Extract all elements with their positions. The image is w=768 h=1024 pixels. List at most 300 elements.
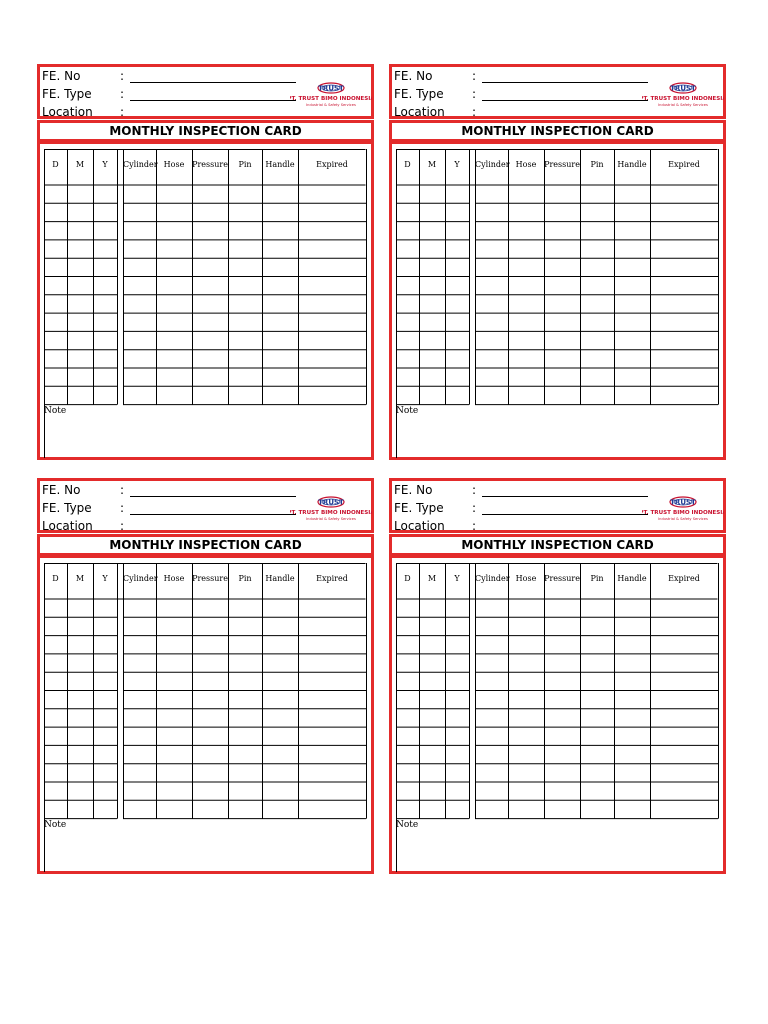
grid-cell[interactable] [193, 655, 228, 672]
fe-no-underline[interactable] [482, 82, 648, 83]
grid-cell[interactable] [446, 765, 469, 782]
grid-cell[interactable] [229, 673, 262, 690]
grid-cell[interactable] [263, 278, 298, 295]
grid-cell[interactable] [476, 637, 508, 654]
grid-cell[interactable] [263, 387, 298, 404]
grid-cell[interactable] [68, 801, 93, 818]
grid-cell[interactable] [615, 765, 650, 782]
grid-cell[interactable] [193, 746, 228, 763]
fe-no-underline[interactable] [130, 82, 296, 83]
grid-cell[interactable] [420, 765, 445, 782]
grid-cell[interactable] [157, 259, 192, 276]
grid-cell[interactable] [45, 186, 67, 203]
grid-cell[interactable] [446, 728, 469, 745]
grid-cell[interactable] [615, 259, 650, 276]
grid-cell[interactable] [509, 673, 544, 690]
grid-cell[interactable] [397, 241, 419, 258]
grid-cell[interactable] [446, 278, 469, 295]
grid-cell[interactable] [94, 241, 117, 258]
grid-cell[interactable] [45, 369, 67, 386]
grid-cell[interactable] [157, 673, 192, 690]
grid-cell[interactable] [299, 600, 366, 617]
grid-cell[interactable] [263, 673, 298, 690]
grid-cell[interactable] [157, 369, 192, 386]
grid-cell[interactable] [263, 637, 298, 654]
grid-cell[interactable] [420, 241, 445, 258]
grid-cell[interactable] [397, 223, 419, 240]
grid-cell[interactable] [94, 692, 117, 709]
fe-no-field[interactable] [42, 483, 126, 497]
grid-cell[interactable] [397, 637, 419, 654]
grid-cell[interactable] [124, 351, 156, 368]
grid-cell[interactable] [124, 259, 156, 276]
grid-cell[interactable] [397, 673, 419, 690]
grid-cell[interactable] [299, 387, 366, 404]
grid-cell[interactable] [263, 186, 298, 203]
grid-cell[interactable] [397, 259, 419, 276]
grid-cell[interactable] [651, 600, 718, 617]
grid-cell[interactable] [45, 655, 67, 672]
grid-cell[interactable] [193, 278, 228, 295]
grid-cell[interactable] [651, 655, 718, 672]
grid-cell[interactable] [45, 801, 67, 818]
grid-cell[interactable] [651, 765, 718, 782]
grid-cell[interactable] [615, 746, 650, 763]
grid-cell[interactable] [476, 186, 508, 203]
grid-cell[interactable] [476, 241, 508, 258]
grid-cell[interactable] [615, 637, 650, 654]
grid-cell[interactable] [476, 332, 508, 349]
grid-cell[interactable] [397, 765, 419, 782]
grid-cell[interactable] [157, 692, 192, 709]
grid-cell[interactable] [45, 314, 67, 331]
grid-cell[interactable] [94, 351, 117, 368]
grid-cell[interactable] [615, 332, 650, 349]
grid-cell[interactable] [476, 296, 508, 313]
grid-cell[interactable] [651, 223, 718, 240]
grid-cell[interactable] [581, 710, 614, 727]
grid-cell[interactable] [545, 673, 580, 690]
grid-cell[interactable] [545, 746, 580, 763]
grid-cell[interactable] [476, 278, 508, 295]
grid-cell[interactable] [397, 332, 419, 349]
grid-cell[interactable] [157, 728, 192, 745]
grid-cell[interactable] [299, 618, 366, 635]
grid-cell[interactable] [509, 637, 544, 654]
grid-cell[interactable] [615, 600, 650, 617]
grid-cell[interactable] [45, 223, 67, 240]
grid-cell[interactable] [94, 801, 117, 818]
grid-cell[interactable] [420, 783, 445, 800]
location-field[interactable] [394, 519, 478, 533]
grid-cell[interactable] [299, 673, 366, 690]
grid-cell[interactable] [94, 618, 117, 635]
grid-cell[interactable] [397, 692, 419, 709]
grid-cell[interactable] [581, 600, 614, 617]
grid-cell[interactable] [45, 746, 67, 763]
grid-cell[interactable] [68, 186, 93, 203]
grid-cell[interactable] [68, 332, 93, 349]
grid-cell[interactable] [581, 241, 614, 258]
grid-cell[interactable] [193, 314, 228, 331]
grid-cell[interactable] [229, 204, 262, 221]
grid-cell[interactable] [45, 710, 67, 727]
grid-cell[interactable] [299, 332, 366, 349]
grid-cell[interactable] [545, 204, 580, 221]
grid-cell[interactable] [157, 223, 192, 240]
grid-cell[interactable] [476, 765, 508, 782]
grid-cell[interactable] [545, 801, 580, 818]
grid-cell[interactable] [446, 655, 469, 672]
grid-cell[interactable] [229, 332, 262, 349]
grid-cell[interactable] [193, 332, 228, 349]
grid-cell[interactable] [157, 618, 192, 635]
grid-cell[interactable] [157, 278, 192, 295]
grid-cell[interactable] [299, 223, 366, 240]
grid-cell[interactable] [509, 728, 544, 745]
grid-cell[interactable] [94, 387, 117, 404]
grid-cell[interactable] [94, 710, 117, 727]
grid-cell[interactable] [509, 369, 544, 386]
grid-cell[interactable] [446, 223, 469, 240]
grid-cell[interactable] [476, 204, 508, 221]
grid-cell[interactable] [193, 765, 228, 782]
grid-cell[interactable] [299, 259, 366, 276]
grid-cell[interactable] [157, 637, 192, 654]
grid-cell[interactable] [545, 783, 580, 800]
grid-cell[interactable] [229, 278, 262, 295]
fe-no-field[interactable] [42, 69, 126, 83]
grid-cell[interactable] [229, 351, 262, 368]
grid-cell[interactable] [124, 204, 156, 221]
grid-cell[interactable] [263, 369, 298, 386]
grid-cell[interactable] [157, 186, 192, 203]
grid-cell[interactable] [420, 204, 445, 221]
grid-cell[interactable] [581, 314, 614, 331]
grid-cell[interactable] [420, 314, 445, 331]
grid-cell[interactable] [45, 618, 67, 635]
grid-cell[interactable] [581, 728, 614, 745]
grid-cell[interactable] [420, 692, 445, 709]
grid-cell[interactable] [124, 314, 156, 331]
grid-cell[interactable] [446, 369, 469, 386]
grid-cell[interactable] [124, 600, 156, 617]
grid-cell[interactable] [476, 600, 508, 617]
grid-cell[interactable] [397, 618, 419, 635]
grid-cell[interactable] [509, 259, 544, 276]
grid-cell[interactable] [420, 278, 445, 295]
grid-cell[interactable] [94, 600, 117, 617]
grid-cell[interactable] [68, 351, 93, 368]
grid-cell[interactable] [651, 259, 718, 276]
grid-cell[interactable] [397, 728, 419, 745]
grid-cell[interactable] [263, 765, 298, 782]
grid-cell[interactable] [509, 186, 544, 203]
grid-cell[interactable] [476, 618, 508, 635]
grid-cell[interactable] [157, 314, 192, 331]
grid-cell[interactable] [45, 783, 67, 800]
grid-cell[interactable] [397, 655, 419, 672]
grid-cell[interactable] [476, 351, 508, 368]
grid-cell[interactable] [229, 296, 262, 313]
grid-cell[interactable] [157, 332, 192, 349]
grid-cell[interactable] [420, 223, 445, 240]
grid-cell[interactable] [545, 387, 580, 404]
grid-cell[interactable] [581, 278, 614, 295]
grid-cell[interactable] [68, 692, 93, 709]
grid-cell[interactable] [124, 783, 156, 800]
grid-cell[interactable] [124, 186, 156, 203]
grid-cell[interactable] [229, 241, 262, 258]
grid-cell[interactable] [45, 673, 67, 690]
grid-cell[interactable] [581, 783, 614, 800]
grid-cell[interactable] [124, 241, 156, 258]
grid-cell[interactable] [397, 783, 419, 800]
grid-cell[interactable] [581, 692, 614, 709]
grid-cell[interactable] [615, 296, 650, 313]
grid-cell[interactable] [651, 618, 718, 635]
grid-cell[interactable] [94, 637, 117, 654]
grid-cell[interactable] [68, 765, 93, 782]
grid-cell[interactable] [509, 296, 544, 313]
grid-cell[interactable] [193, 710, 228, 727]
grid-cell[interactable] [45, 332, 67, 349]
grid-cell[interactable] [68, 387, 93, 404]
grid-cell[interactable] [581, 673, 614, 690]
grid-cell[interactable] [397, 186, 419, 203]
grid-cell[interactable] [124, 765, 156, 782]
grid-cell[interactable] [45, 637, 67, 654]
grid-cell[interactable] [263, 746, 298, 763]
grid-cell[interactable] [615, 655, 650, 672]
grid-cell[interactable] [397, 278, 419, 295]
grid-cell[interactable] [263, 728, 298, 745]
grid-cell[interactable] [581, 332, 614, 349]
grid-cell[interactable] [124, 223, 156, 240]
grid-cell[interactable] [193, 351, 228, 368]
grid-cell[interactable] [263, 710, 298, 727]
grid-cell[interactable] [157, 387, 192, 404]
grid-cell[interactable] [193, 223, 228, 240]
grid-cell[interactable] [651, 783, 718, 800]
grid-cell[interactable] [263, 332, 298, 349]
grid-cell[interactable] [651, 369, 718, 386]
grid-cell[interactable] [420, 600, 445, 617]
grid-cell[interactable] [193, 186, 228, 203]
grid-cell[interactable] [94, 673, 117, 690]
grid-cell[interactable] [68, 783, 93, 800]
grid-cell[interactable] [397, 801, 419, 818]
grid-cell[interactable] [45, 241, 67, 258]
grid-cell[interactable] [476, 692, 508, 709]
grid-cell[interactable] [420, 746, 445, 763]
grid-cell[interactable] [299, 765, 366, 782]
grid-cell[interactable] [509, 765, 544, 782]
grid-cell[interactable] [545, 278, 580, 295]
fe-type-field[interactable] [394, 501, 478, 515]
grid-cell[interactable] [476, 673, 508, 690]
grid-cell[interactable] [263, 241, 298, 258]
grid-cell[interactable] [581, 296, 614, 313]
grid-cell[interactable] [229, 259, 262, 276]
grid-cell[interactable] [263, 655, 298, 672]
grid-cell[interactable] [263, 618, 298, 635]
grid-cell[interactable] [94, 259, 117, 276]
grid-cell[interactable] [651, 746, 718, 763]
fe-type-field[interactable] [42, 501, 126, 515]
fe-type-field[interactable] [394, 87, 478, 101]
grid-cell[interactable] [545, 692, 580, 709]
grid-cell[interactable] [397, 746, 419, 763]
grid-cell[interactable] [299, 296, 366, 313]
fe-type-underline[interactable] [130, 514, 296, 515]
grid-cell[interactable] [68, 314, 93, 331]
fe-type-field[interactable] [42, 87, 126, 101]
grid-cell[interactable] [263, 351, 298, 368]
grid-cell[interactable] [299, 728, 366, 745]
grid-cell[interactable] [299, 746, 366, 763]
grid-cell[interactable] [615, 241, 650, 258]
grid-cell[interactable] [94, 314, 117, 331]
grid-cell[interactable] [94, 332, 117, 349]
grid-cell[interactable] [509, 332, 544, 349]
grid-cell[interactable] [229, 783, 262, 800]
grid-cell[interactable] [446, 692, 469, 709]
fe-type-underline[interactable] [482, 100, 648, 101]
grid-cell[interactable] [420, 296, 445, 313]
grid-cell[interactable] [651, 204, 718, 221]
grid-cell[interactable] [229, 387, 262, 404]
grid-cell[interactable] [615, 369, 650, 386]
grid-cell[interactable] [124, 278, 156, 295]
grid-cell[interactable] [615, 223, 650, 240]
location-field[interactable] [42, 519, 126, 533]
grid-cell[interactable] [581, 186, 614, 203]
grid-cell[interactable] [193, 204, 228, 221]
grid-cell[interactable] [615, 801, 650, 818]
grid-cell[interactable] [615, 728, 650, 745]
grid-cell[interactable] [193, 728, 228, 745]
grid-cell[interactable] [263, 259, 298, 276]
grid-cell[interactable] [124, 746, 156, 763]
grid-cell[interactable] [68, 746, 93, 763]
grid-cell[interactable] [446, 241, 469, 258]
grid-cell[interactable] [263, 296, 298, 313]
grid-cell[interactable] [193, 673, 228, 690]
grid-cell[interactable] [299, 278, 366, 295]
grid-cell[interactable] [94, 186, 117, 203]
grid-cell[interactable] [229, 655, 262, 672]
grid-cell[interactable] [581, 801, 614, 818]
grid-cell[interactable] [581, 746, 614, 763]
grid-cell[interactable] [68, 710, 93, 727]
grid-cell[interactable] [299, 692, 366, 709]
grid-cell[interactable] [94, 728, 117, 745]
grid-cell[interactable] [94, 783, 117, 800]
grid-cell[interactable] [615, 692, 650, 709]
grid-cell[interactable] [299, 241, 366, 258]
grid-cell[interactable] [615, 186, 650, 203]
grid-cell[interactable] [420, 186, 445, 203]
grid-cell[interactable] [651, 710, 718, 727]
grid-cell[interactable] [651, 186, 718, 203]
grid-cell[interactable] [157, 655, 192, 672]
grid-cell[interactable] [509, 204, 544, 221]
grid-cell[interactable] [157, 783, 192, 800]
grid-cell[interactable] [45, 351, 67, 368]
grid-cell[interactable] [581, 223, 614, 240]
grid-cell[interactable] [615, 710, 650, 727]
grid-cell[interactable] [420, 618, 445, 635]
grid-cell[interactable] [229, 369, 262, 386]
grid-cell[interactable] [420, 259, 445, 276]
grid-cell[interactable] [193, 241, 228, 258]
grid-cell[interactable] [651, 241, 718, 258]
grid-cell[interactable] [229, 600, 262, 617]
grid-cell[interactable] [229, 710, 262, 727]
grid-cell[interactable] [545, 259, 580, 276]
grid-cell[interactable] [545, 351, 580, 368]
grid-cell[interactable] [476, 783, 508, 800]
grid-cell[interactable] [446, 387, 469, 404]
grid-cell[interactable] [446, 801, 469, 818]
grid-cell[interactable] [229, 637, 262, 654]
grid-cell[interactable] [229, 746, 262, 763]
grid-cell[interactable] [509, 600, 544, 617]
grid-cell[interactable] [299, 801, 366, 818]
grid-cell[interactable] [509, 710, 544, 727]
grid-cell[interactable] [68, 728, 93, 745]
grid-cell[interactable] [397, 600, 419, 617]
grid-cell[interactable] [263, 314, 298, 331]
grid-cell[interactable] [509, 783, 544, 800]
grid-cell[interactable] [545, 710, 580, 727]
grid-cell[interactable] [68, 618, 93, 635]
grid-cell[interactable] [446, 783, 469, 800]
grid-cell[interactable] [545, 369, 580, 386]
grid-cell[interactable] [263, 204, 298, 221]
grid-cell[interactable] [45, 259, 67, 276]
grid-cell[interactable] [509, 618, 544, 635]
note-area[interactable] [44, 818, 371, 872]
grid-cell[interactable] [299, 186, 366, 203]
grid-cell[interactable] [615, 204, 650, 221]
grid-cell[interactable] [651, 332, 718, 349]
grid-cell[interactable] [45, 204, 67, 221]
grid-cell[interactable] [124, 655, 156, 672]
grid-cell[interactable] [45, 692, 67, 709]
grid-cell[interactable] [193, 692, 228, 709]
grid-cell[interactable] [420, 387, 445, 404]
grid-cell[interactable] [446, 710, 469, 727]
grid-cell[interactable] [446, 637, 469, 654]
note-area[interactable] [396, 818, 723, 872]
grid-cell[interactable] [651, 801, 718, 818]
grid-cell[interactable] [68, 223, 93, 240]
grid-cell[interactable] [581, 204, 614, 221]
grid-cell[interactable] [45, 387, 67, 404]
grid-cell[interactable] [299, 369, 366, 386]
grid-cell[interactable] [157, 801, 192, 818]
grid-cell[interactable] [545, 765, 580, 782]
grid-cell[interactable] [420, 673, 445, 690]
grid-cell[interactable] [509, 746, 544, 763]
grid-cell[interactable] [45, 278, 67, 295]
grid-cell[interactable] [193, 801, 228, 818]
grid-cell[interactable] [615, 278, 650, 295]
grid-cell[interactable] [299, 351, 366, 368]
grid-cell[interactable] [509, 278, 544, 295]
